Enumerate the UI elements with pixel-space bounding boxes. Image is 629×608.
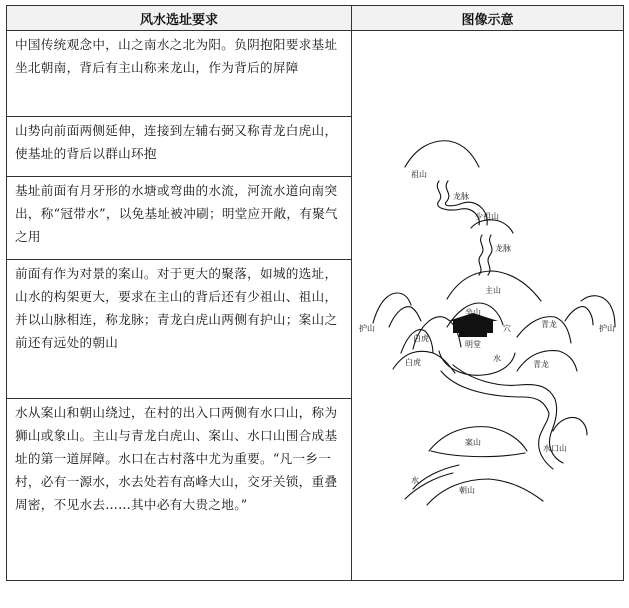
label-zhushan: 主山 xyxy=(484,286,501,295)
hushan-left-shape xyxy=(373,293,411,323)
label-hushan-left: 护山 xyxy=(358,324,375,333)
baihu-lower-shape xyxy=(393,351,455,373)
table-header-row xyxy=(7,6,624,31)
label-baihu-top: 白虎 xyxy=(412,334,429,343)
zushan-shape xyxy=(405,141,479,167)
header-illustration: 图像示意 xyxy=(352,6,624,31)
shaozushan-shape xyxy=(471,220,513,233)
row-text: 山势向前面两侧延伸，连接到左辅右弼又称青龙白虎山，使基址的背后以群山环抱 xyxy=(7,116,352,177)
row-text: 水从案山和朝山绕过，在村的出入口两侧有水口山，称为狮山或象山。主山与青龙白虎山、案山、水口山围合成基址的第一道屏障。水口在古村落中尤为重要。“凡一乡一村，必有一源水，水去处若有高峰大山，交牙关锁，重叠周密，不见水去……其中必有大贵之地。” xyxy=(7,399,352,581)
table-row xyxy=(7,31,624,117)
label-xue: 穴 xyxy=(502,324,511,333)
row-text: 前面有作为对景的案山。对于更大的聚落，如城的选址，山水的构架更大，要求在主山的背后还有少祖山、祖山，并以山脉相连，称龙脉；青龙白虎山两侧有护山；案山之前还有远处的朝山 xyxy=(7,260,352,399)
water-flow-lower xyxy=(441,371,549,413)
label-qinglong-bottom: 青龙 xyxy=(532,360,549,369)
fengshui-table xyxy=(6,5,624,581)
longmai-lower-shape xyxy=(479,235,483,275)
label-zushan: 祖山 xyxy=(410,170,427,179)
row-text: 基址前面有月牙形的水塘或弯曲的水流，河流水道向南突出，称“冠带水”，以免基址被冲刷；明堂应开敞，有聚气之用 xyxy=(7,177,352,260)
water-bottom-shape xyxy=(410,465,459,489)
label-baihu-bottom: 白虎 xyxy=(404,358,421,367)
label-longmai-lower: 龙脉 xyxy=(494,244,511,253)
label-shui-center: 水 xyxy=(492,354,501,363)
chaoshan-shape xyxy=(427,479,543,505)
label-shaozushan: 少祖山 xyxy=(474,212,499,221)
mingtang-shape xyxy=(439,351,515,375)
hushan-right-shape xyxy=(581,296,615,327)
water-flow-upper xyxy=(453,365,555,399)
fengshui-diagram xyxy=(353,31,623,576)
header-requirements: 风水选址要求 xyxy=(7,6,352,31)
label-anshan: 案山 xyxy=(464,438,481,447)
label-hushan-right: 护山 xyxy=(598,324,615,333)
label-mingtang: 明堂 xyxy=(464,340,481,349)
label-shui-bottom: 水 xyxy=(410,476,419,485)
label-zuoshan: 坐山 xyxy=(464,308,481,317)
shuikoushan-shape xyxy=(553,418,587,436)
label-shuikoushan: 水口山 xyxy=(542,444,567,453)
label-chaoshan: 朝山 xyxy=(458,486,475,495)
illustration-cell xyxy=(352,31,624,581)
label-qinglong-top: 青龙 xyxy=(540,320,557,329)
label-longmai-upper: 龙脉 xyxy=(452,192,469,201)
row-text: 中国传统观念中，山之南水之北为阳。负阴抱阳要求基址坐北朝南，背后有主山称来龙山，作为背后的屏障 xyxy=(7,31,352,117)
